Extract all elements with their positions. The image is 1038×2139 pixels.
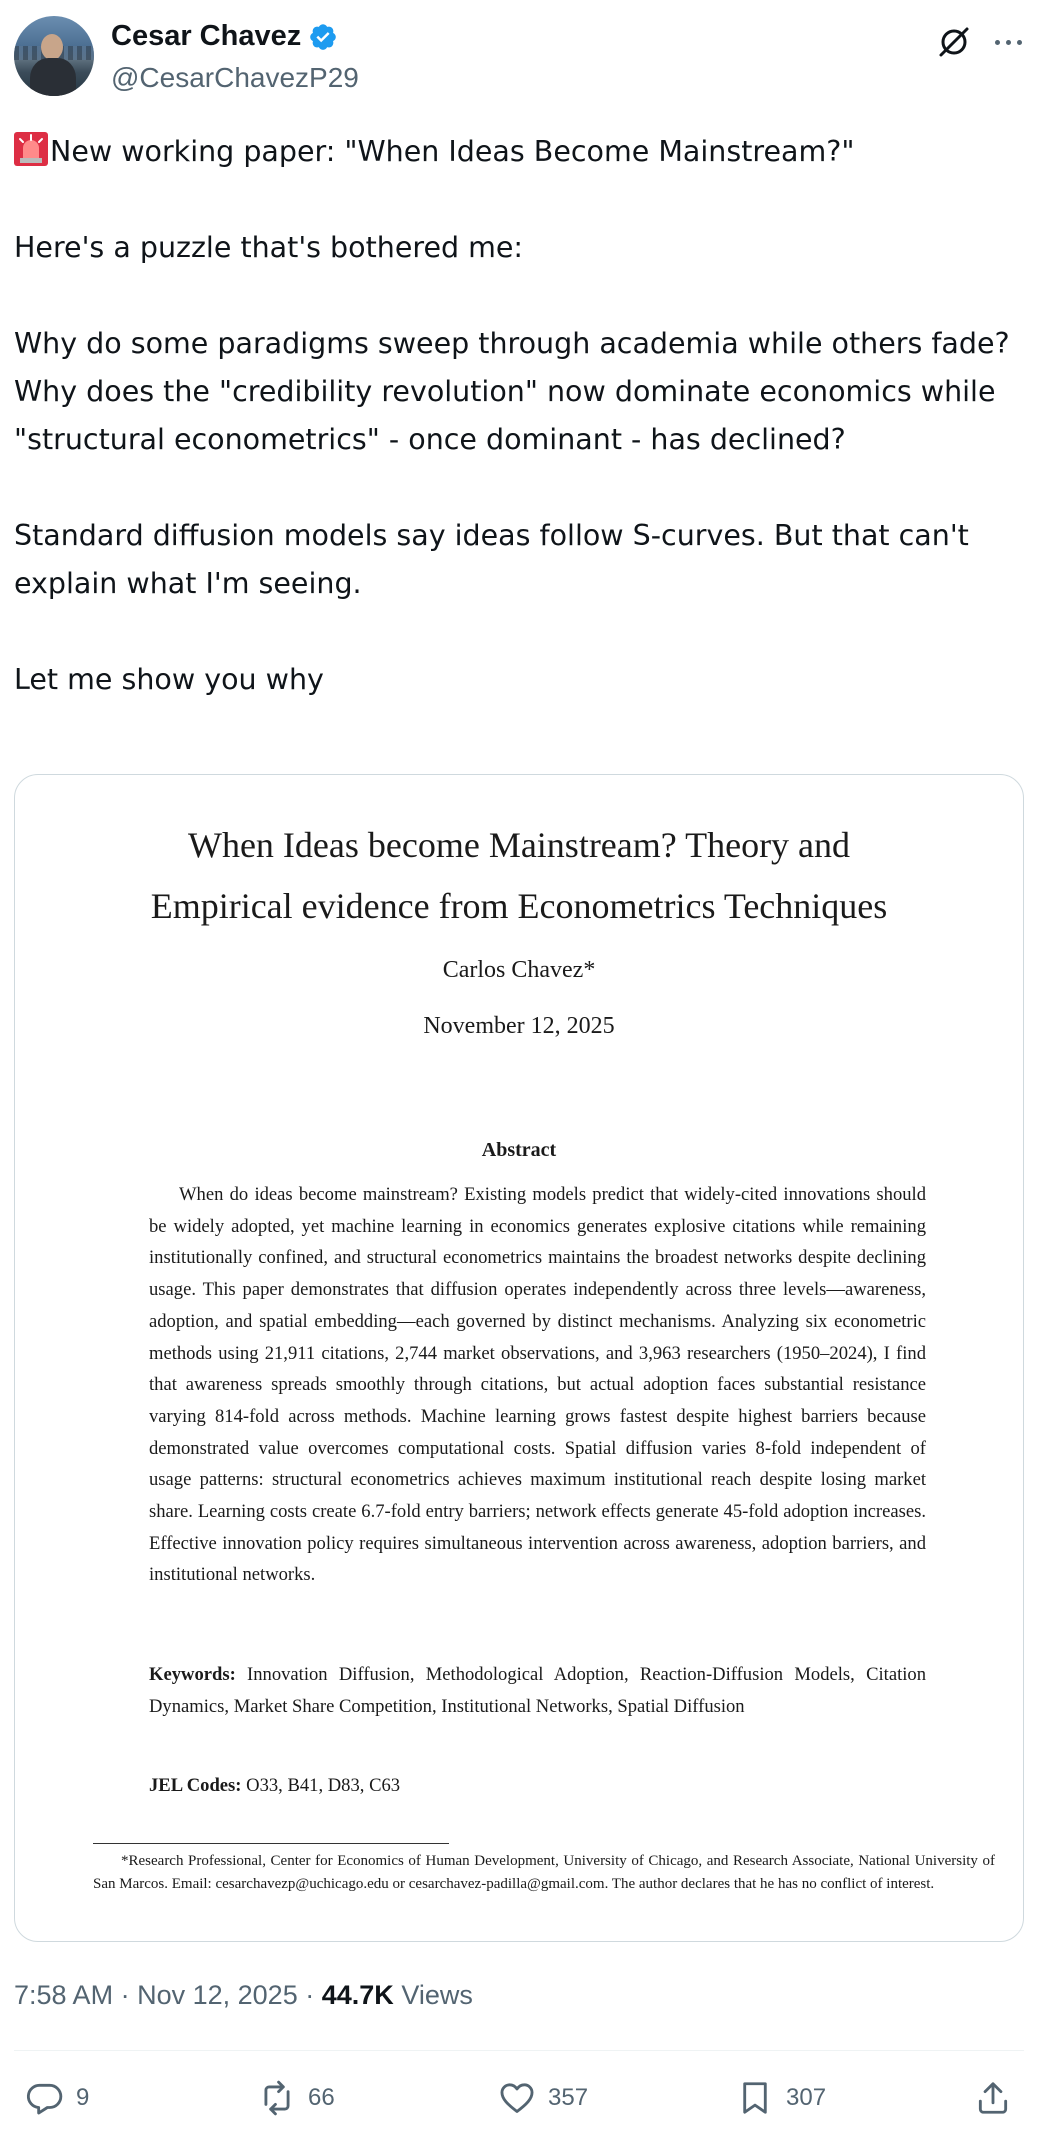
abstract-heading: Abstract (481, 1139, 557, 1161)
paper-footnote: *Research Professional, Center for Economics of Human Development, University of Chicago, and Research Associate, National University of San Marcos. Email: cesarchavezp@uchicago.edu or cesarchavez-padilla@gmail.com. The author declares that he has no conflict of interest. (93, 1853, 995, 1892)
paper-title: When Ideas become Mainstream? Theory and Empirical evidence from Econometrics Techniques (150, 825, 888, 926)
footnote-divider (93, 1843, 449, 1844)
reply-count: 9 (76, 2084, 90, 2111)
bookmark-icon (736, 2079, 774, 2117)
views-count: 44.7K (321, 1980, 394, 2010)
paper-keywords: Keywords: Innovation Diffusion, Methodological Adoption, Reaction-Diffusion Models, Citation Dynamics, Market Share Competition, Institutional Networks, Spatial Diffusion (149, 1664, 926, 1717)
share-icon (974, 2079, 1012, 2117)
tweet-header (14, 16, 1024, 98)
heart-icon (498, 2079, 536, 2117)
abstract-body: When do ideas become mainstream? Existing models predict that widely-cited innovations should be widely adopted, yet machine learning in economics generates explosive citations while remaining institutionally confined, and structural econometrics maintains the broadest networks despite declining usage. This paper demonstrates that diffusion operates independently across three levels—awareness, adoption, and spatial embedding—each governed by distinct mechanisms. Analyzing six econometric methods using 21,911 citations, 2,744 market observations, and 3,963 researchers (1950–2024), I find that awareness spreads smoothly through citations, but actual adoption faces substantial resistance varying 814-fold across methods. Machine learning grows fastest despite highest barriers because demonstrated value overcomes computational costs. Spatial diffusion varies 8-fold independent of usage patterns: structural econometrics achieves maximum institutional reach despite losing market share. Learning costs create 6.7-fold entry barriers; network effects generate 45-fold adoption increases. Effective innovation policy requires simultaneous intervention across awareness, adoption barriers, and institutional networks. (149, 1184, 926, 1586)
repost-count: 66 (308, 2084, 335, 2111)
avatar-body (30, 58, 76, 96)
views-label: Views (401, 1980, 473, 2010)
bookmark-count: 307 (786, 2084, 827, 2111)
meta-separator: · (120, 1980, 130, 2010)
tweet-paragraph: Let me show you why (14, 663, 324, 696)
tweet-paragraph: New working paper: "When Ideas Become Mainstream?" (14, 128, 1024, 176)
divider (14, 2050, 1024, 2051)
paper-page-image (15, 775, 1023, 1941)
bookmark-button[interactable] (736, 2070, 826, 2126)
repost-button[interactable] (258, 2070, 335, 2126)
tweet-paragraph: Why do some paradigms sweep through academia while others fade? Why does the "credibility revolution" now dominate economics while "structural econometrics" - once dominant - has declined? (14, 327, 1010, 456)
tweet-paragraph: Here's a puzzle that's bothered me: (14, 231, 524, 264)
paper-author: Carlos Chavez* (442, 957, 596, 983)
repost-icon (258, 2079, 296, 2117)
paper-date: November 12, 2025 (423, 1013, 615, 1039)
avatar-head (41, 34, 63, 60)
meta-separator: · (305, 1980, 315, 2010)
tweet-paragraph: Standard diffusion models say ideas follow S-curves. But that can't explain what I'm seeing. (14, 519, 969, 600)
verified-badge-icon (308, 22, 338, 52)
reply-button[interactable] (26, 2070, 89, 2126)
avatar[interactable] (14, 16, 94, 96)
like-count: 357 (548, 2084, 589, 2111)
tweet-date[interactable]: Nov 12, 2025 (137, 1980, 298, 2010)
tweet-meta (14, 1980, 473, 2011)
name-row (111, 20, 338, 53)
paper-jel-codes: JEL Codes: O33, B41, D83, C63 (149, 1775, 401, 1796)
display-name[interactable]: Cesar Chavez (111, 20, 302, 52)
grok-icon[interactable] (934, 22, 974, 62)
tweet-text (14, 128, 1024, 704)
media-attachment[interactable] (14, 774, 1024, 1942)
share-button[interactable] (974, 2070, 1012, 2126)
action-bar (14, 2070, 1024, 2126)
reply-icon (26, 2079, 64, 2117)
tweet-time[interactable]: 7:58 AM (14, 1980, 114, 2010)
rotating-light-emoji-icon (14, 132, 48, 166)
handle[interactable]: @CesarChavezP29 (111, 62, 359, 93)
more-options-icon[interactable] (988, 22, 1028, 62)
like-button[interactable] (498, 2070, 588, 2126)
